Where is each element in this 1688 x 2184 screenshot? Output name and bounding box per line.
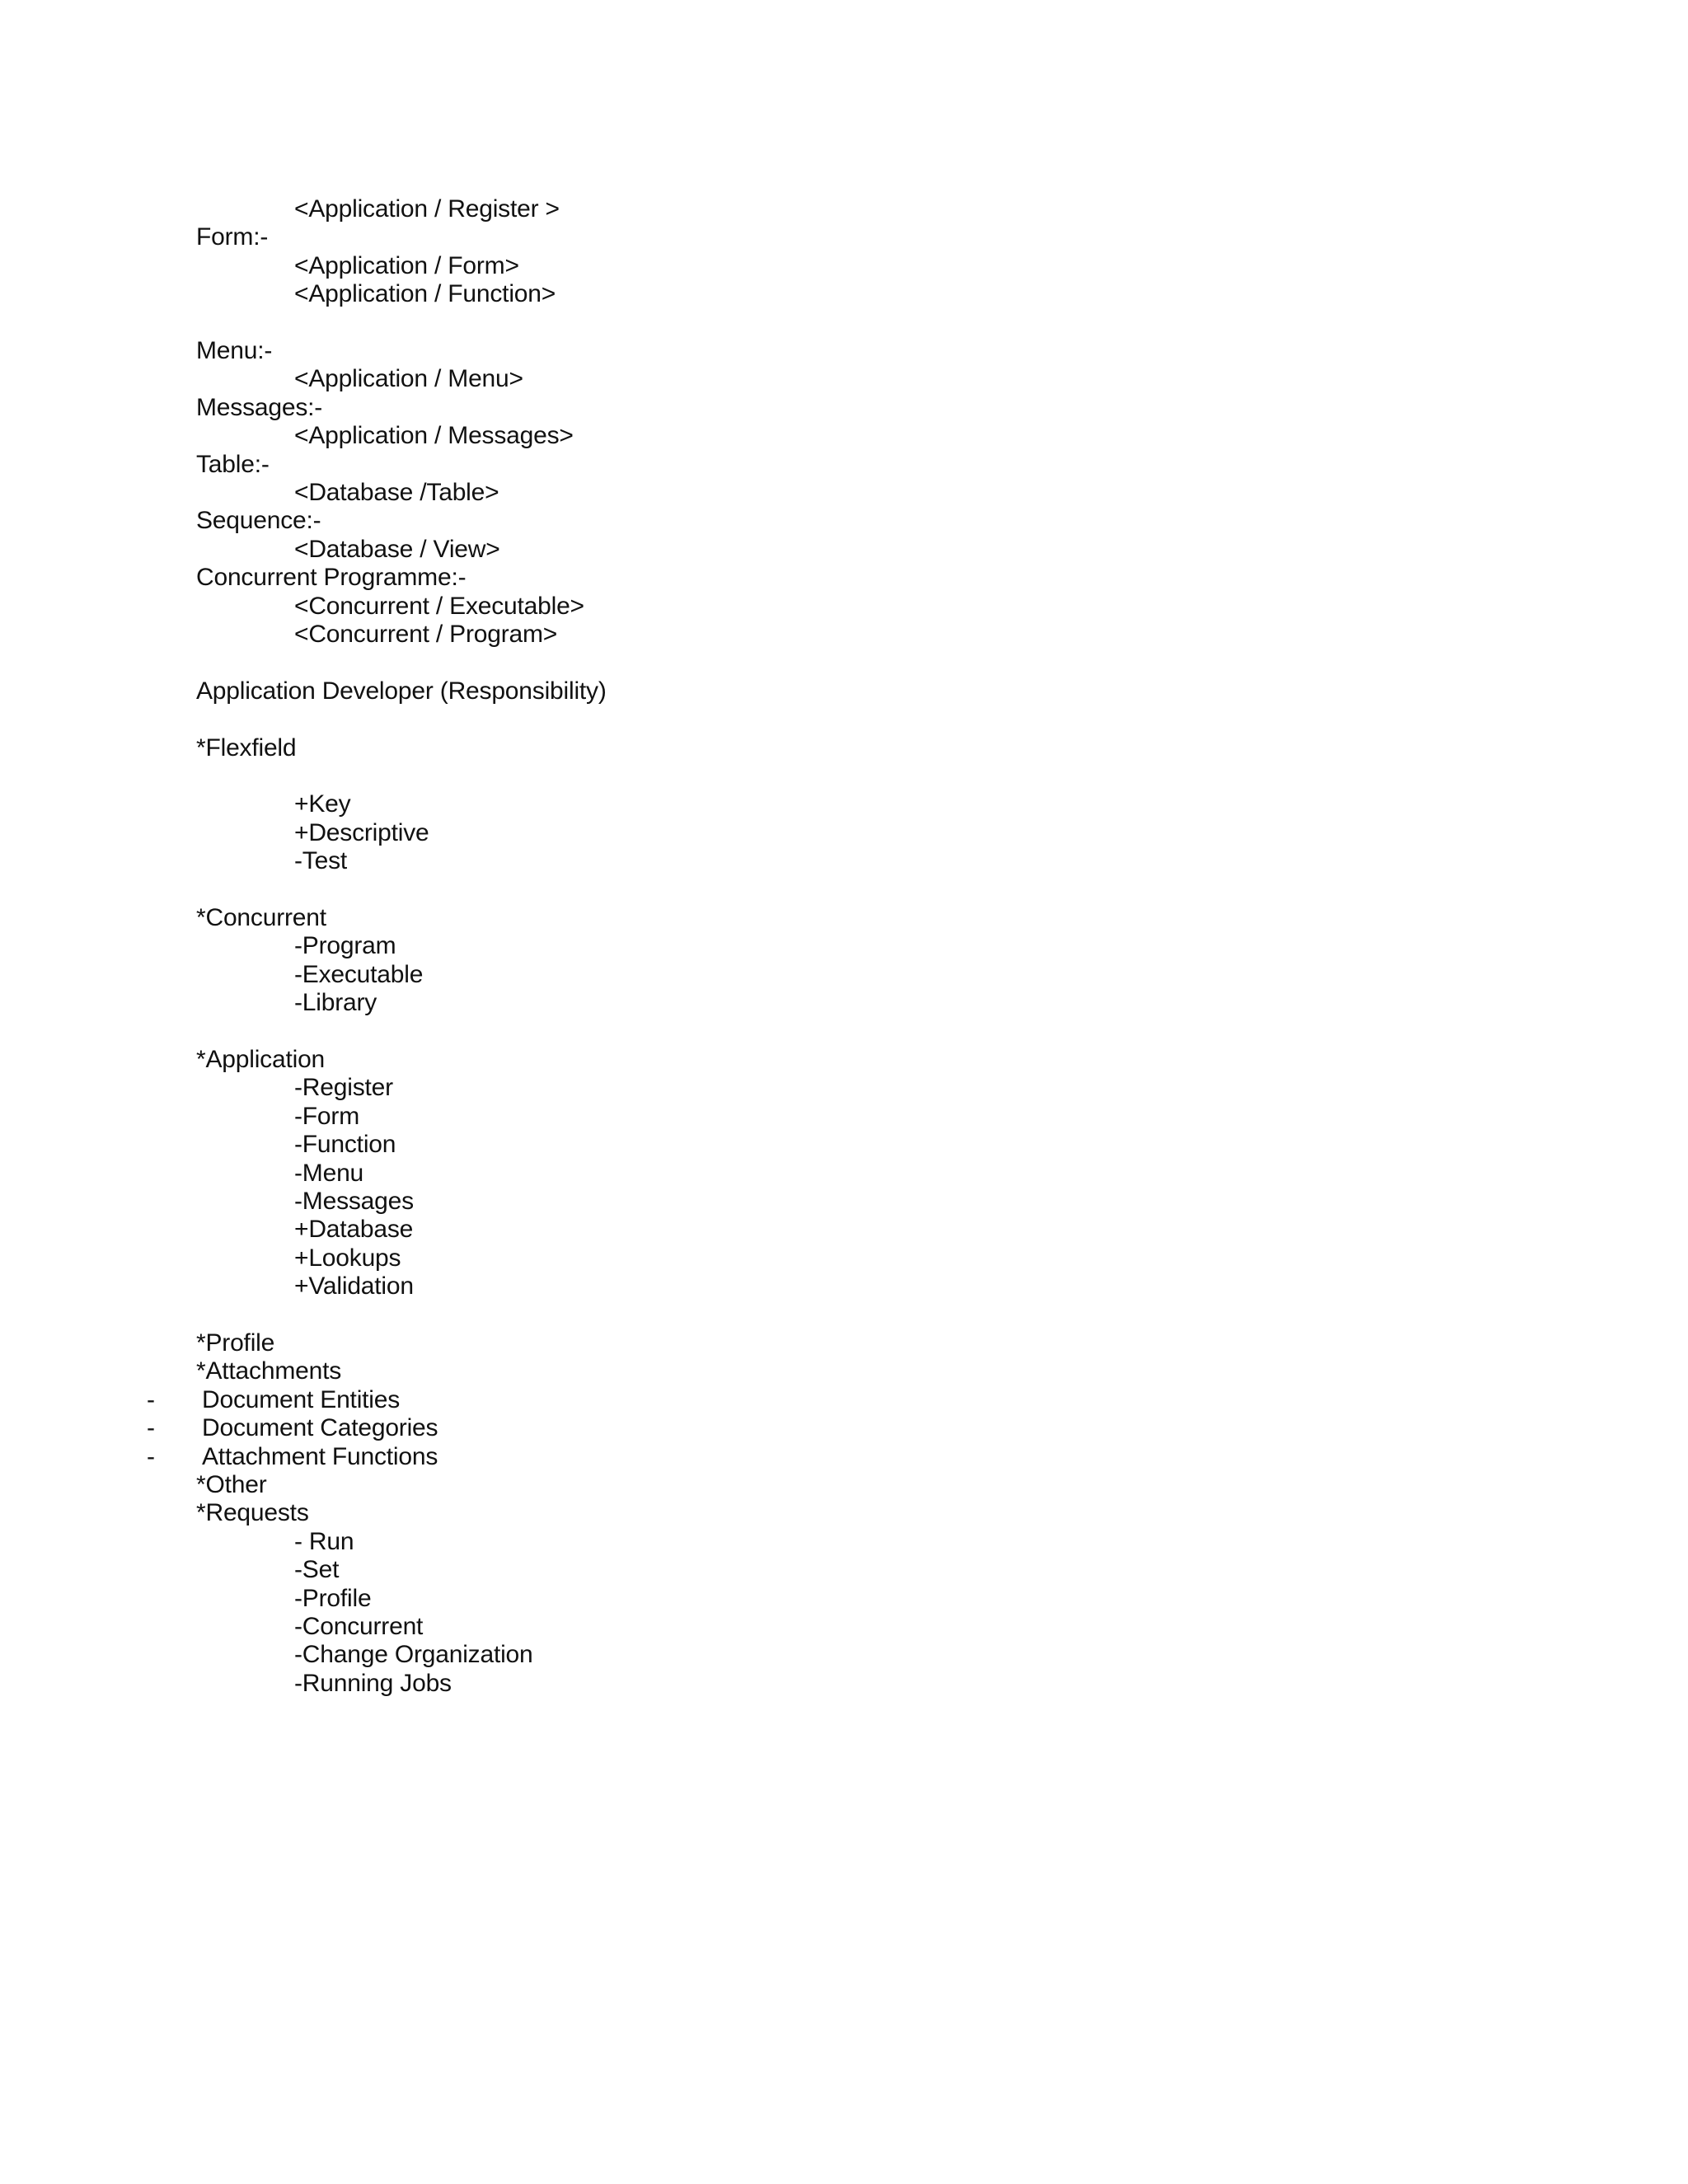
document-line: <Concurrent / Program> xyxy=(294,621,558,648)
document-line: Messages:- xyxy=(196,394,323,421)
document-line: *Attachments xyxy=(196,1357,342,1385)
document-line: +Key xyxy=(294,790,351,818)
document-line: -Running Jobs xyxy=(294,1670,452,1697)
document-line: -Test xyxy=(294,847,348,874)
document-line: <Application / Register > xyxy=(294,195,560,223)
document-line: *Other xyxy=(196,1471,267,1498)
document-line: -Messages xyxy=(294,1188,414,1215)
document-line: -Concurrent xyxy=(294,1613,424,1640)
document-line: <Application / Form> xyxy=(294,252,519,279)
list-bullet: - xyxy=(147,1414,155,1441)
document-line: +Descriptive xyxy=(294,819,429,846)
document-line: <Application / Messages> xyxy=(294,422,574,449)
document-line: -Menu xyxy=(294,1160,364,1187)
list-bullet: - xyxy=(147,1443,155,1470)
document-line: -Profile xyxy=(294,1585,372,1612)
document-line: -Register xyxy=(294,1074,393,1101)
document-line: +Database xyxy=(294,1216,414,1243)
document-line: -Function xyxy=(294,1131,396,1158)
document-line: <Database /Table> xyxy=(294,479,499,506)
document-line: -Program xyxy=(294,932,396,959)
document-line: *Requests xyxy=(196,1499,309,1526)
document-line: *Concurrent xyxy=(196,904,326,931)
document-line: Application Developer (Responsibility) xyxy=(196,677,607,705)
document-line: <Application / Function> xyxy=(294,280,556,307)
document-line: -Change Organization xyxy=(294,1641,533,1668)
document-line: -Set xyxy=(294,1556,340,1583)
document-line: Concurrent Programme:- xyxy=(196,564,467,591)
document-line: - Run xyxy=(294,1528,354,1555)
document-line: -Executable xyxy=(294,961,424,988)
document-line: Sequence:- xyxy=(196,507,321,534)
document-line: <Application / Menu> xyxy=(294,365,523,392)
document-line: Document Categories xyxy=(202,1414,438,1441)
document-line: -Library xyxy=(294,989,377,1016)
document-line: Document Entities xyxy=(202,1386,401,1413)
document-line: +Validation xyxy=(294,1272,414,1300)
document-line: Attachment Functions xyxy=(202,1443,438,1470)
document-line: *Application xyxy=(196,1046,326,1073)
document-line: *Profile xyxy=(196,1329,275,1357)
document-line: <Database / View> xyxy=(294,536,500,563)
document-line: Menu:- xyxy=(196,337,273,364)
document-line: +Lookups xyxy=(294,1244,401,1272)
document-line: *Flexfield xyxy=(196,734,297,762)
document-line: -Form xyxy=(294,1103,359,1130)
list-bullet: - xyxy=(147,1386,155,1413)
document-line: Form:- xyxy=(196,223,269,251)
document-line: Table:- xyxy=(196,451,270,478)
document-line: <Concurrent / Executable> xyxy=(294,593,584,620)
